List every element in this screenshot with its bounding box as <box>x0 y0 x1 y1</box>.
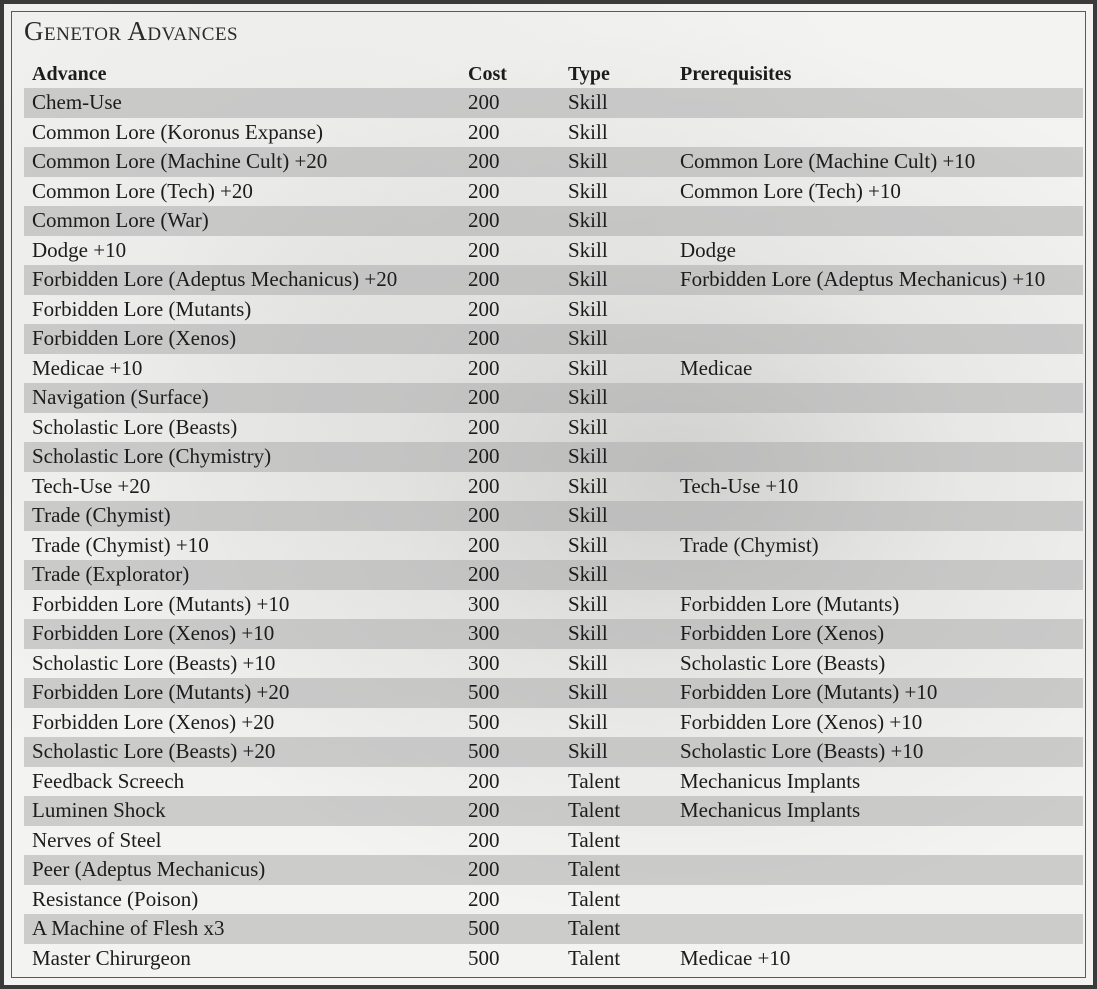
table-row <box>24 737 1083 767</box>
advance-cell: Luminen Shock <box>32 798 166 822</box>
prerequisites-cell: Mechanicus Implants <box>680 768 861 793</box>
table-row <box>24 177 1083 207</box>
type-cell: Skill <box>568 414 608 439</box>
cost-cell: 200 <box>468 90 500 114</box>
type-cell: Skill <box>568 267 608 291</box>
header-cost: Cost <box>468 63 507 85</box>
cost-cell: 200 <box>468 208 500 232</box>
prerequisites-cell: Forbidden Lore (Mutants) +10 <box>680 680 938 704</box>
table-body <box>24 88 1083 973</box>
cost-cell: 200 <box>468 857 500 881</box>
table-row <box>24 649 1083 679</box>
prerequisites-cell: Forbidden Lore (Xenos) +10 <box>680 709 923 734</box>
cost-cell: 200 <box>468 532 500 557</box>
advance-cell: Common Lore (Koronus Expanse) <box>32 119 324 144</box>
type-cell: Talent <box>568 768 621 793</box>
table-row <box>24 118 1083 148</box>
type-cell: Skill <box>568 208 608 232</box>
advance-cell: Nerves of Steel <box>32 827 162 852</box>
advance-cell: Common Lore (Machine Cult) +20 <box>32 149 328 173</box>
cost-cell: 200 <box>468 827 500 852</box>
type-cell: Skill <box>568 90 608 114</box>
cost-cell: 200 <box>468 503 500 527</box>
type-cell: Talent <box>568 886 621 911</box>
table-row <box>24 383 1083 413</box>
table-row <box>24 501 1083 531</box>
advance-cell: Dodge +10 <box>32 237 127 262</box>
table-row <box>24 678 1083 708</box>
prerequisites-cell: Scholastic Lore (Beasts) +10 <box>680 739 924 763</box>
type-cell: Skill <box>568 178 608 203</box>
table-row <box>24 206 1083 236</box>
cost-cell: 200 <box>468 267 500 291</box>
type-cell: Skill <box>568 326 608 350</box>
type-cell: Talent <box>568 827 621 852</box>
advance-cell: Forbidden Lore (Xenos) +10 <box>32 621 275 645</box>
table-row <box>24 914 1083 944</box>
header-type: Type <box>568 63 610 85</box>
table-row <box>24 472 1083 502</box>
table-row <box>24 560 1083 590</box>
advance-cell: Forbidden Lore (Mutants) +20 <box>32 680 290 704</box>
type-cell: Skill <box>568 621 608 645</box>
advance-cell: Master Chirurgeon <box>32 945 191 970</box>
cost-cell: 300 <box>468 621 500 645</box>
advance-cell: Peer (Adeptus Mechanicus) <box>32 857 266 881</box>
type-cell: Skill <box>568 473 608 498</box>
cost-cell: 200 <box>468 237 500 262</box>
cost-cell: 200 <box>468 119 500 144</box>
prerequisites-cell: Dodge <box>680 237 736 262</box>
advance-cell: Trade (Explorator) <box>32 562 190 586</box>
prerequisites-cell: Common Lore (Machine Cult) +10 <box>680 149 976 173</box>
type-cell: Skill <box>568 650 608 675</box>
cost-cell: 200 <box>468 385 500 409</box>
advance-cell: Feedback Screech <box>32 768 185 793</box>
cost-cell: 200 <box>468 149 500 173</box>
type-cell: Talent <box>568 857 621 881</box>
table-row <box>24 619 1083 649</box>
type-cell: Talent <box>568 798 621 822</box>
cost-cell: 200 <box>468 326 500 350</box>
advances-table <box>24 59 1083 973</box>
cost-cell: 200 <box>468 562 500 586</box>
table-row <box>24 265 1083 295</box>
header-advance: Advance <box>32 63 107 85</box>
type-cell: Skill <box>568 119 608 144</box>
advance-cell: Trade (Chymist) <box>32 503 171 527</box>
cost-cell: 200 <box>468 414 500 439</box>
advance-cell: Forbidden Lore (Xenos) +20 <box>32 709 275 734</box>
advance-cell: Chem-Use <box>32 90 122 114</box>
table-row <box>24 147 1083 177</box>
advance-cell: Scholastic Lore (Beasts) +10 <box>32 650 276 675</box>
table-row <box>24 826 1083 856</box>
table-header-row <box>24 59 1083 88</box>
cost-cell: 500 <box>468 709 500 734</box>
cost-cell: 500 <box>468 680 500 704</box>
advance-cell: Medicae +10 <box>32 355 143 380</box>
cost-cell: 300 <box>468 650 500 675</box>
type-cell: Skill <box>568 562 608 586</box>
cost-cell: 500 <box>468 916 500 940</box>
advance-cell: A Machine of Flesh x3 <box>32 916 225 940</box>
advance-cell: Resistance (Poison) <box>32 886 199 911</box>
table-row <box>24 531 1083 561</box>
prerequisites-cell: Common Lore (Tech) +10 <box>680 178 901 203</box>
type-cell: Skill <box>568 680 608 704</box>
table-row <box>24 236 1083 266</box>
cost-cell: 300 <box>468 591 500 616</box>
table-row <box>24 590 1083 620</box>
prerequisites-cell: Forbidden Lore (Mutants) <box>680 591 900 616</box>
advance-cell: Forbidden Lore (Adeptus Mechanicus) +20 <box>32 267 398 291</box>
type-cell: Skill <box>568 503 608 527</box>
prerequisites-cell: Forbidden Lore (Xenos) <box>680 621 885 645</box>
advance-cell: Scholastic Lore (Beasts) <box>32 414 238 439</box>
table-row <box>24 767 1083 797</box>
cost-cell: 200 <box>468 296 500 321</box>
type-cell: Skill <box>568 709 608 734</box>
table-title: Genetor Advances <box>24 16 239 46</box>
type-cell: Skill <box>568 739 608 763</box>
table-row <box>24 413 1083 443</box>
cost-cell: 200 <box>468 178 500 203</box>
advance-cell: Scholastic Lore (Beasts) +20 <box>32 739 276 763</box>
type-cell: Skill <box>568 149 608 173</box>
cost-cell: 200 <box>468 798 500 822</box>
table-row <box>24 885 1083 915</box>
advance-cell: Navigation (Surface) <box>32 385 209 409</box>
cost-cell: 200 <box>468 355 500 380</box>
advance-cell: Forbidden Lore (Mutants) +10 <box>32 591 290 616</box>
advance-cell: Forbidden Lore (Xenos) <box>32 326 237 350</box>
cost-cell: 500 <box>468 945 500 970</box>
cost-cell: 200 <box>468 444 500 468</box>
type-cell: Skill <box>568 237 608 262</box>
type-cell: Talent <box>568 916 621 940</box>
advance-cell: Tech-Use +20 <box>32 473 151 498</box>
cost-cell: 500 <box>468 739 500 763</box>
prerequisites-cell: Forbidden Lore (Adeptus Mechanicus) +10 <box>680 267 1046 291</box>
cost-cell: 200 <box>468 473 500 498</box>
table-row <box>24 708 1083 738</box>
table-row <box>24 88 1083 118</box>
type-cell: Skill <box>568 385 608 409</box>
table-row <box>24 442 1083 472</box>
type-cell: Skill <box>568 296 608 321</box>
cost-cell: 200 <box>468 886 500 911</box>
table-row <box>24 796 1083 826</box>
advance-cell: Scholastic Lore (Chymistry) <box>32 444 272 468</box>
table-row <box>24 944 1083 974</box>
table-row <box>24 295 1083 325</box>
header-prerequisites: Prerequisites <box>680 63 792 85</box>
advance-cell: Common Lore (Tech) +20 <box>32 178 253 203</box>
advance-cell: Common Lore (War) <box>32 208 209 232</box>
table-row <box>24 855 1083 885</box>
prerequisites-cell: Trade (Chymist) <box>680 532 819 557</box>
advance-cell: Trade (Chymist) +10 <box>32 532 209 557</box>
prerequisites-cell: Medicae <box>680 355 753 380</box>
prerequisites-cell: Medicae +10 <box>680 945 791 970</box>
advance-cell: Forbidden Lore (Mutants) <box>32 296 252 321</box>
type-cell: Skill <box>568 444 608 468</box>
table-row <box>24 324 1083 354</box>
type-cell: Skill <box>568 355 608 380</box>
prerequisites-cell: Tech-Use +10 <box>680 473 799 498</box>
prerequisites-cell: Mechanicus Implants <box>680 798 861 822</box>
cost-cell: 200 <box>468 768 500 793</box>
prerequisites-cell: Scholastic Lore (Beasts) <box>680 650 886 675</box>
type-cell: Skill <box>568 532 608 557</box>
type-cell: Talent <box>568 945 621 970</box>
type-cell: Skill <box>568 591 608 616</box>
table-row <box>24 354 1083 384</box>
